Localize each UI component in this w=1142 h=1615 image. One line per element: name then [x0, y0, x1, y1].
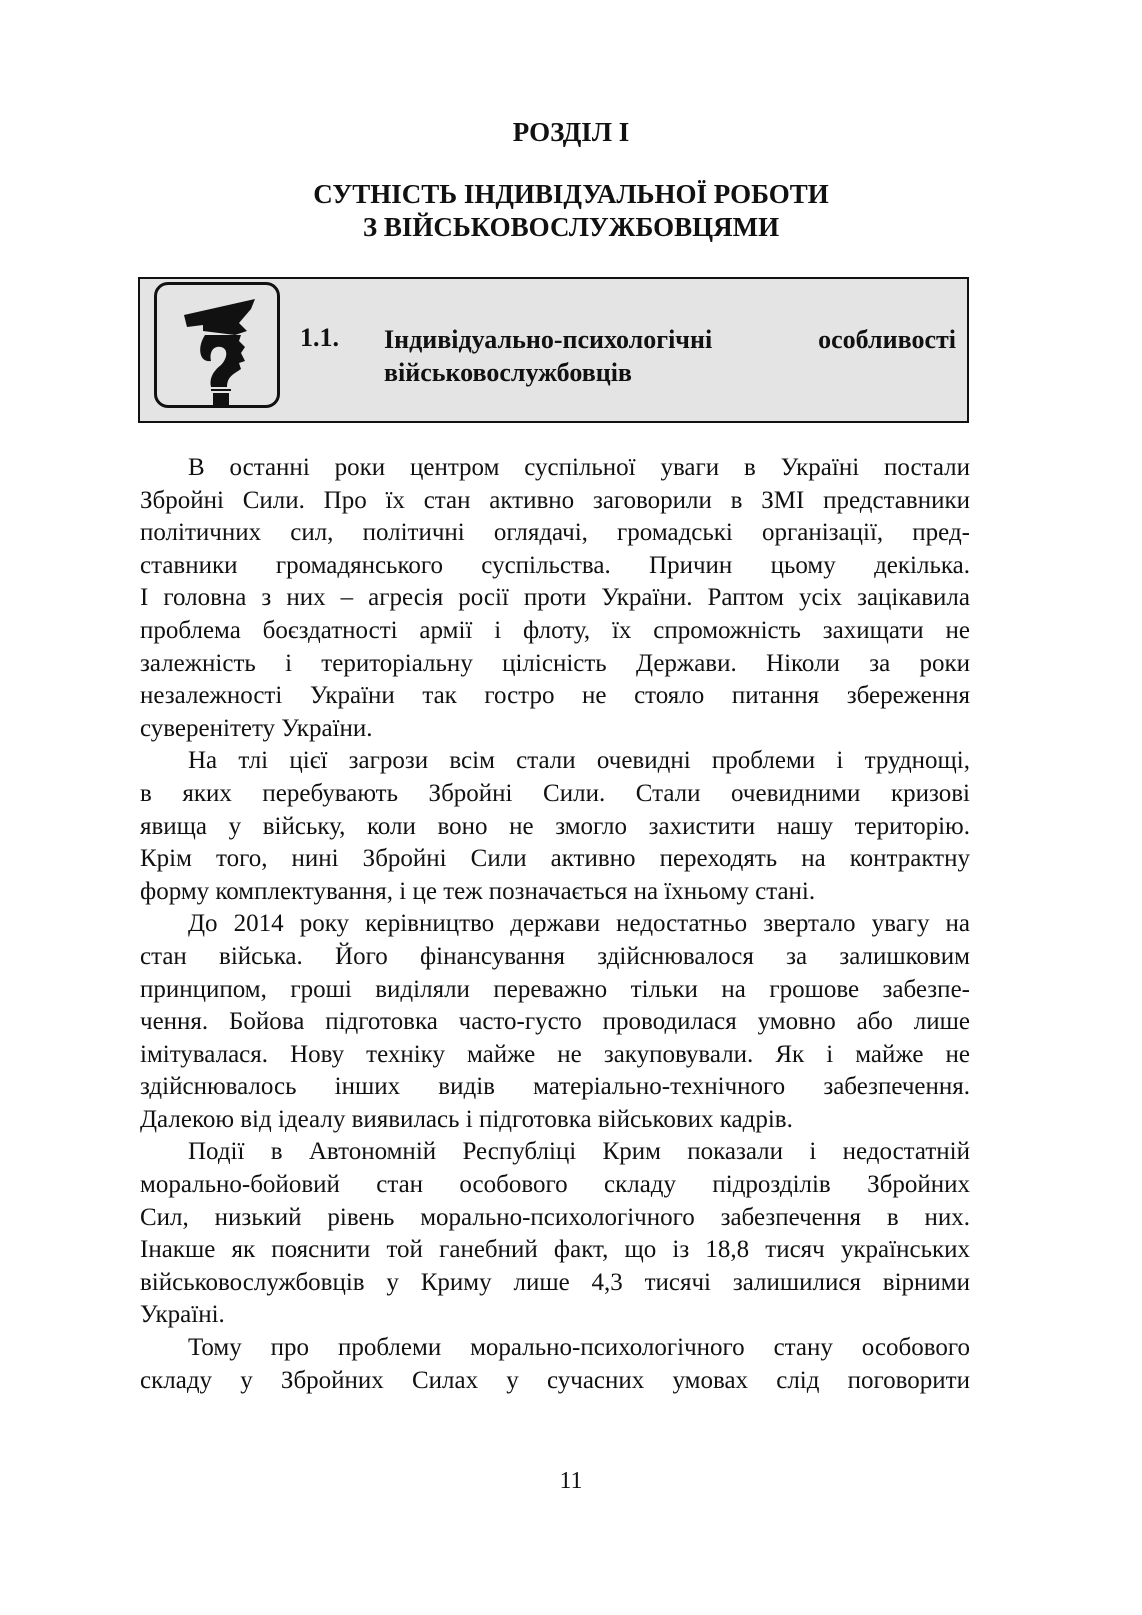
text-line: І головна з них – агресія росії проти України. Раптом усіх зацікавила	[140, 584, 970, 612]
text-line: Крім того, нині Збройні Сили активно переходять на контрактну	[140, 845, 970, 873]
text-line: проблема боєздатності армії і флоту, їх спроможність захищати не	[140, 616, 970, 644]
question-mark-soldier-profile-icon	[154, 282, 280, 408]
chapter-label: РОЗДІЛ І	[512, 117, 630, 147]
text-line: чення. Бойова підготовка часто-густо проводилася умовно або лише	[140, 1008, 970, 1036]
text-line: ставники громадянського суспільства. Причин цьому декілька.	[140, 551, 970, 579]
text-line: принципом, гроші виділяли переважно тільки на грошове забезпе-	[140, 975, 970, 1003]
text-line: імітувалася. Нову техніку майже не закуповували. Як і майже не	[140, 1040, 970, 1068]
text-line: складу у Збройних Силах у сучасних умовах слід поговорити	[140, 1366, 970, 1394]
text-line: в яких перебувають Збройні Сили. Стали очевидними кризові	[140, 779, 970, 807]
section-title-line-2: військовослужбовців	[384, 358, 632, 387]
paragraph-4	[140, 1136, 970, 1332]
text-line: Сил, низький рівень морально-психологічного забезпечення в них.	[140, 1203, 970, 1231]
page-number: 11	[559, 1468, 583, 1494]
section-number: 1.1.	[300, 323, 339, 352]
text-line: Інакше як пояснити той ганебний факт, що із 18,8 тисяч українських	[140, 1236, 970, 1264]
paragraph-1	[140, 452, 970, 745]
paragraph-3	[140, 908, 970, 1136]
text-line: незалежності України так гостро не стояло питання збереження	[140, 682, 970, 710]
text-line: залежність і територіальну цілісність Держави. Ніколи за роки	[140, 649, 970, 677]
text-line: здійснювалось інших видів матеріально-технічного забезпечення.	[140, 1073, 970, 1101]
paragraph-2	[140, 745, 970, 908]
text-line: явища у війську, коли воно не змогло захистити нашу територію.	[140, 812, 970, 840]
paragraph-5	[140, 1332, 970, 1397]
section-title-line-1: Індивідуально-психологічні особливості	[384, 325, 956, 354]
chapter-title-line-1: СУТНІСТЬ ІНДИВІДУАЛЬНОЇ РОБОТИ	[313, 179, 829, 209]
text-line: Тому про проблеми морально-психологічного стану особового	[188, 1334, 970, 1362]
text-line: військовослужбовців у Криму лише 4,3 тисячі залишилися вірними	[140, 1268, 970, 1296]
text-line: До 2014 року керівництво держави недостатньо звертало увагу на	[188, 910, 970, 938]
text-line: В останні роки центром суспільної уваги в Україні постали	[188, 454, 970, 481]
text-line: Збройні Сили. Про їх стан активно заговорили в ЗМІ представники	[140, 486, 970, 514]
section-title	[384, 323, 956, 389]
body-text	[140, 452, 970, 1397]
text-line: На тлі цієї загрози всім стали очевидні проблеми і труднощі,	[188, 747, 970, 775]
text-line: суверенітету України.	[140, 714, 373, 742]
text-line: форму комплектування, і це теж позначається на їхньому стані.	[140, 877, 816, 905]
text-line: Події в Автономній Республіці Крим показали і недостатній	[188, 1138, 970, 1166]
text-line: Україні.	[140, 1301, 225, 1329]
text-line: стан війська. Його фінансування здійснювалося за залишковим	[140, 942, 970, 970]
section-heading-box	[138, 277, 969, 423]
chapter-title	[0, 178, 1142, 244]
chapter-title-line-2: З ВІЙСЬКОВОСЛУЖБОВЦЯМИ	[362, 212, 780, 242]
text-line: морально-бойовий стан особового складу підрозділів Збройних	[140, 1171, 970, 1199]
text-line: Далекою від ідеалу виявилась і підготовка військових кадрів.	[140, 1105, 793, 1133]
text-line: політичних сил, політичні оглядачі, громадські організації, пред-	[140, 519, 970, 547]
